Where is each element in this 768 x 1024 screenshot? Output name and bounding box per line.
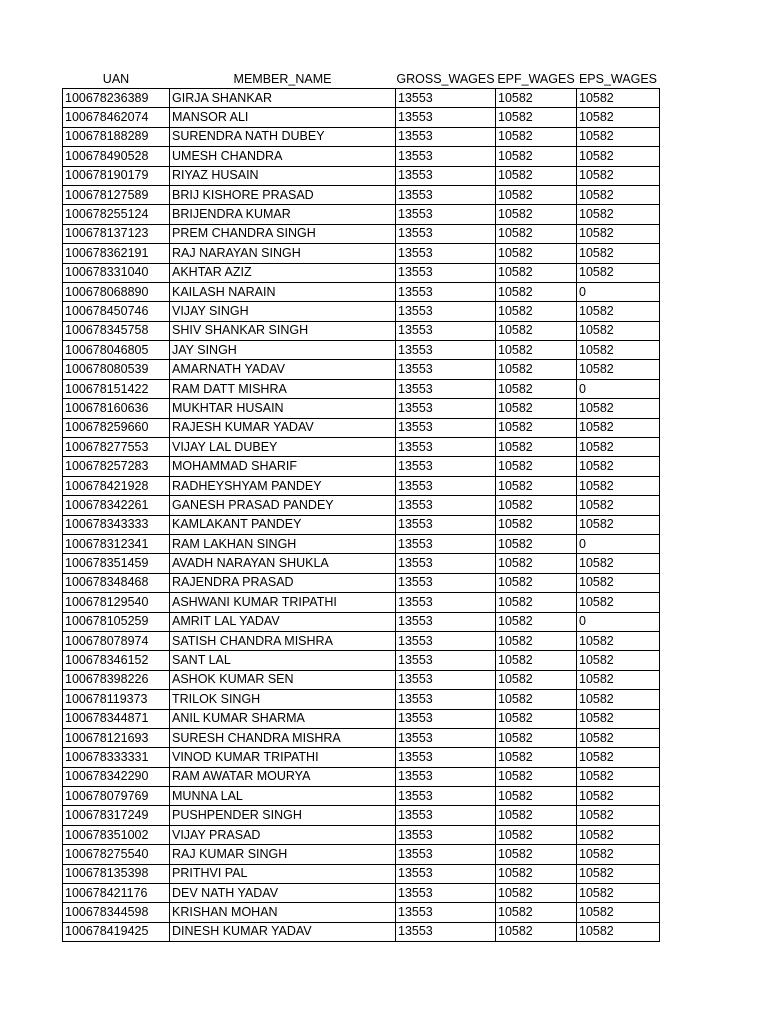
table-row [63,612,660,631]
epf-wages-cell: 10582 [496,302,577,321]
epf-wages-cell: 10582 [496,690,577,709]
eps-wages-cell: 10582 [577,573,660,592]
gross-wages-cell: 13553 [396,534,496,553]
epf-wages-cell: 10582 [496,89,577,108]
uan-cell: 100678351459 [63,554,170,573]
member-name-cell: SHIV SHANKAR SINGH [170,321,396,340]
uan-cell: 100678046805 [63,341,170,360]
gross-wages-cell: 13553 [396,573,496,592]
epf-wages-cell: 10582 [496,884,577,903]
gross-wages-cell: 13553 [396,379,496,398]
table-row [63,922,660,941]
table-row [63,89,660,108]
table-row [63,631,660,650]
gross-wages-cell: 13553 [396,147,496,166]
gross-wages-cell: 13553 [396,244,496,263]
uan-cell: 100678105259 [63,612,170,631]
eps-wages-cell: 10582 [577,360,660,379]
uan-cell: 100678312341 [63,534,170,553]
uan-cell: 100678344871 [63,709,170,728]
member-name-cell: JAY SINGH [170,341,396,360]
eps-wages-cell: 10582 [577,884,660,903]
table-row [63,767,660,786]
table-row [63,554,660,573]
uan-cell: 100678151422 [63,379,170,398]
gross-wages-cell: 13553 [396,224,496,243]
gross-wages-cell: 13553 [396,263,496,282]
epf-wages-cell: 10582 [496,244,577,263]
member-name-cell: SATISH CHANDRA MISHRA [170,631,396,650]
epf-wages-cell: 10582 [496,748,577,767]
table-row [63,864,660,883]
epf-wages-cell: 10582 [496,573,577,592]
uan-cell: 100678275540 [63,845,170,864]
member-name-cell: DINESH KUMAR YADAV [170,922,396,941]
epf-wages-cell: 10582 [496,554,577,573]
eps-wages-cell: 10582 [577,767,660,786]
member-name-cell: RAJ NARAYAN SINGH [170,244,396,263]
header-uan: UAN [102,71,130,86]
uan-cell: 100678080539 [63,360,170,379]
table-row [63,147,660,166]
gross-wages-cell: 13553 [396,399,496,418]
epf-wages-cell: 10582 [496,864,577,883]
uan-cell: 100678236389 [63,89,170,108]
eps-wages-cell: 10582 [577,631,660,650]
uan-cell: 100678346152 [63,651,170,670]
wages-sheet [62,69,660,942]
uan-cell: 100678333331 [63,748,170,767]
epf-wages-cell: 10582 [496,438,577,457]
table-row [63,457,660,476]
eps-wages-cell: 10582 [577,903,660,922]
gross-wages-cell: 13553 [396,825,496,844]
eps-wages-cell: 10582 [577,89,660,108]
epf-wages-cell: 10582 [496,341,577,360]
eps-wages-cell: 10582 [577,690,660,709]
eps-wages-cell: 10582 [577,709,660,728]
gross-wages-cell: 13553 [396,360,496,379]
member-name-cell: MUNNA LAL [170,787,396,806]
eps-wages-cell: 10582 [577,341,660,360]
eps-wages-cell: 0 [577,612,660,631]
eps-wages-cell: 10582 [577,651,660,670]
table-row [63,438,660,457]
eps-wages-cell: 10582 [577,438,660,457]
eps-wages-cell: 10582 [577,185,660,204]
uan-cell: 100678135398 [63,864,170,883]
uan-cell: 100678160636 [63,399,170,418]
epf-wages-cell: 10582 [496,147,577,166]
gross-wages-cell: 13553 [396,748,496,767]
gross-wages-cell: 13553 [396,185,496,204]
gross-wages-cell: 13553 [396,612,496,631]
eps-wages-cell: 10582 [577,166,660,185]
header-epf-wages: EPF_WAGES [497,71,575,86]
epf-wages-cell: 10582 [496,903,577,922]
table-row [63,379,660,398]
epf-wages-cell: 10582 [496,282,577,301]
eps-wages-cell: 10582 [577,864,660,883]
gross-wages-cell: 13553 [396,593,496,612]
table-row [63,709,660,728]
uan-cell: 100678317249 [63,806,170,825]
table-row [63,127,660,146]
eps-wages-cell: 10582 [577,825,660,844]
eps-wages-cell: 10582 [577,748,660,767]
uan-cell: 100678450746 [63,302,170,321]
uan-cell: 100678345758 [63,321,170,340]
eps-wages-cell: 0 [577,534,660,553]
uan-cell: 100678188289 [63,127,170,146]
eps-wages-cell: 10582 [577,496,660,515]
table-row [63,185,660,204]
gross-wages-cell: 13553 [396,922,496,941]
member-name-cell: VIJAY PRASAD [170,825,396,844]
member-name-cell: SURESH CHANDRA MISHRA [170,728,396,747]
gross-wages-cell: 13553 [396,903,496,922]
gross-wages-cell: 13553 [396,845,496,864]
table-row [63,825,660,844]
gross-wages-cell: 13553 [396,767,496,786]
epf-wages-cell: 10582 [496,166,577,185]
eps-wages-cell: 10582 [577,147,660,166]
eps-wages-cell: 10582 [577,205,660,224]
header-member-name: MEMBER_NAME [233,71,332,86]
gross-wages-cell: 13553 [396,127,496,146]
table-row [63,108,660,127]
member-name-cell: GANESH PRASAD PANDEY [170,496,396,515]
uan-cell: 100678462074 [63,108,170,127]
member-name-cell: MOHAMMAD SHARIF [170,457,396,476]
gross-wages-cell: 13553 [396,884,496,903]
member-name-cell: VINOD KUMAR TRIPATHI [170,748,396,767]
gross-wages-cell: 13553 [396,321,496,340]
eps-wages-cell: 10582 [577,806,660,825]
member-name-cell: RAM DATT MISHRA [170,379,396,398]
member-name-cell: RAM LAKHAN SINGH [170,534,396,553]
eps-wages-cell: 10582 [577,922,660,941]
gross-wages-cell: 13553 [396,631,496,650]
table-row [63,515,660,534]
table-row [63,205,660,224]
gross-wages-cell: 13553 [396,457,496,476]
epf-wages-cell: 10582 [496,185,577,204]
member-name-cell: KAILASH NARAIN [170,282,396,301]
header-gross-wages: GROSS_WAGES [396,71,495,86]
uan-cell: 100678348468 [63,573,170,592]
gross-wages-cell: 13553 [396,108,496,127]
gross-wages-cell: 13553 [396,787,496,806]
uan-cell: 100678257283 [63,457,170,476]
epf-wages-cell: 10582 [496,709,577,728]
table-row [63,166,660,185]
eps-wages-cell: 10582 [577,418,660,437]
eps-wages-cell: 10582 [577,224,660,243]
eps-wages-cell: 10582 [577,787,660,806]
epf-wages-cell: 10582 [496,593,577,612]
uan-cell: 100678342261 [63,496,170,515]
table-row [63,476,660,495]
gross-wages-cell: 13553 [396,864,496,883]
table-row [63,282,660,301]
member-name-cell: RAJESH KUMAR YADAV [170,418,396,437]
epf-wages-cell: 10582 [496,457,577,476]
uan-cell: 100678362191 [63,244,170,263]
epf-wages-cell: 10582 [496,321,577,340]
epf-wages-cell: 10582 [496,534,577,553]
eps-wages-cell: 10582 [577,728,660,747]
member-name-cell: MUKHTAR HUSAIN [170,399,396,418]
table-row [63,263,660,282]
uan-cell: 100678190179 [63,166,170,185]
member-name-cell: SANT LAL [170,651,396,670]
table-row [63,302,660,321]
epf-wages-cell: 10582 [496,651,577,670]
member-name-cell: KRISHAN MOHAN [170,903,396,922]
uan-cell: 100678344598 [63,903,170,922]
table-row [63,360,660,379]
member-name-cell: VIJAY LAL DUBEY [170,438,396,457]
eps-wages-cell: 10582 [577,127,660,146]
gross-wages-cell: 13553 [396,89,496,108]
table-row [63,399,660,418]
table-row [63,593,660,612]
gross-wages-cell: 13553 [396,476,496,495]
uan-cell: 100678419425 [63,922,170,941]
epf-wages-cell: 10582 [496,399,577,418]
table-row [63,224,660,243]
member-name-cell: DEV NATH YADAV [170,884,396,903]
gross-wages-cell: 13553 [396,166,496,185]
member-name-cell: AMRIT LAL YADAV [170,612,396,631]
table-row [63,728,660,747]
eps-wages-cell: 10582 [577,108,660,127]
epf-wages-cell: 10582 [496,476,577,495]
eps-wages-cell: 10582 [577,457,660,476]
uan-cell: 100678398226 [63,670,170,689]
gross-wages-cell: 13553 [396,806,496,825]
uan-cell: 100678129540 [63,593,170,612]
epf-wages-cell: 10582 [496,263,577,282]
table-row [63,690,660,709]
gross-wages-cell: 13553 [396,728,496,747]
eps-wages-cell: 0 [577,379,660,398]
member-name-cell: SURENDRA NATH DUBEY [170,127,396,146]
member-name-cell: RAJENDRA PRASAD [170,573,396,592]
gross-wages-cell: 13553 [396,205,496,224]
epf-wages-cell: 10582 [496,127,577,146]
epf-wages-cell: 10582 [496,631,577,650]
uan-cell: 100678259660 [63,418,170,437]
gross-wages-cell: 13553 [396,670,496,689]
eps-wages-cell: 10582 [577,476,660,495]
epf-wages-cell: 10582 [496,767,577,786]
epf-wages-cell: 10582 [496,360,577,379]
uan-cell: 100678078974 [63,631,170,650]
uan-cell: 100678068890 [63,282,170,301]
member-wages-table [62,69,660,942]
member-name-cell: BRIJENDRA KUMAR [170,205,396,224]
member-name-cell: TRILOK SINGH [170,690,396,709]
epf-wages-cell: 10582 [496,108,577,127]
member-name-cell: PUSHPENDER SINGH [170,806,396,825]
uan-cell: 100678421928 [63,476,170,495]
uan-cell: 100678079769 [63,787,170,806]
epf-wages-cell: 10582 [496,612,577,631]
table-row [63,787,660,806]
eps-wages-cell: 10582 [577,302,660,321]
epf-wages-cell: 10582 [496,806,577,825]
table-body [63,89,660,942]
member-name-cell: RAM AWATAR MOURYA [170,767,396,786]
epf-wages-cell: 10582 [496,418,577,437]
gross-wages-cell: 13553 [396,709,496,728]
gross-wages-cell: 13553 [396,418,496,437]
uan-cell: 100678351002 [63,825,170,844]
epf-wages-cell: 10582 [496,922,577,941]
gross-wages-cell: 13553 [396,690,496,709]
member-name-cell: RAJ KUMAR SINGH [170,845,396,864]
eps-wages-cell: 10582 [577,670,660,689]
table-row [63,573,660,592]
epf-wages-cell: 10582 [496,825,577,844]
gross-wages-cell: 13553 [396,515,496,534]
uan-cell: 100678127589 [63,185,170,204]
uan-cell: 100678421176 [63,884,170,903]
eps-wages-cell: 10582 [577,399,660,418]
eps-wages-cell: 0 [577,282,660,301]
epf-wages-cell: 10582 [496,515,577,534]
uan-cell: 100678277553 [63,438,170,457]
gross-wages-cell: 13553 [396,554,496,573]
gross-wages-cell: 13553 [396,282,496,301]
eps-wages-cell: 10582 [577,244,660,263]
header-row [63,69,660,89]
table-row [63,903,660,922]
member-name-cell: UMESH CHANDRA [170,147,396,166]
eps-wages-cell: 10582 [577,515,660,534]
table-row [63,651,660,670]
member-name-cell: ASHOK KUMAR SEN [170,670,396,689]
epf-wages-cell: 10582 [496,845,577,864]
gross-wages-cell: 13553 [396,341,496,360]
member-name-cell: PREM CHANDRA SINGH [170,224,396,243]
table-row [63,806,660,825]
member-name-cell: VIJAY SINGH [170,302,396,321]
member-name-cell: PRITHVI PAL [170,864,396,883]
gross-wages-cell: 13553 [396,438,496,457]
epf-wages-cell: 10582 [496,787,577,806]
table-row [63,884,660,903]
eps-wages-cell: 10582 [577,845,660,864]
table-row [63,534,660,553]
member-name-cell: BRIJ KISHORE PRASAD [170,185,396,204]
member-name-cell: ASHWANI KUMAR TRIPATHI [170,593,396,612]
table-row [63,418,660,437]
member-name-cell: AVADH NARAYAN SHUKLA [170,554,396,573]
eps-wages-cell: 10582 [577,593,660,612]
member-name-cell: RADHEYSHYAM PANDEY [170,476,396,495]
member-name-cell: AKHTAR AZIZ [170,263,396,282]
uan-cell: 100678255124 [63,205,170,224]
epf-wages-cell: 10582 [496,496,577,515]
epf-wages-cell: 10582 [496,224,577,243]
eps-wages-cell: 10582 [577,321,660,340]
table-row [63,845,660,864]
member-name-cell: AMARNATH YADAV [170,360,396,379]
table-row [63,748,660,767]
eps-wages-cell: 10582 [577,554,660,573]
table-row [63,496,660,515]
uan-cell: 100678342290 [63,767,170,786]
header-eps-wages: EPS_WAGES [578,71,658,86]
uan-cell: 100678343333 [63,515,170,534]
table-row [63,321,660,340]
member-name-cell: RIYAZ HUSAIN [170,166,396,185]
uan-cell: 100678490528 [63,147,170,166]
gross-wages-cell: 13553 [396,302,496,321]
epf-wages-cell: 10582 [496,379,577,398]
member-name-cell: ANIL KUMAR SHARMA [170,709,396,728]
eps-wages-cell: 10582 [577,263,660,282]
table-row [63,244,660,263]
epf-wages-cell: 10582 [496,670,577,689]
gross-wages-cell: 13553 [396,496,496,515]
uan-cell: 100678119373 [63,690,170,709]
gross-wages-cell: 13553 [396,651,496,670]
member-name-cell: GIRJA SHANKAR [170,89,396,108]
epf-wages-cell: 10582 [496,728,577,747]
uan-cell: 100678137123 [63,224,170,243]
uan-cell: 100678121693 [63,728,170,747]
uan-cell: 100678331040 [63,263,170,282]
table-row [63,670,660,689]
epf-wages-cell: 10582 [496,205,577,224]
table-row [63,341,660,360]
member-name-cell: MANSOR ALI [170,108,396,127]
member-name-cell: KAMLAKANT PANDEY [170,515,396,534]
